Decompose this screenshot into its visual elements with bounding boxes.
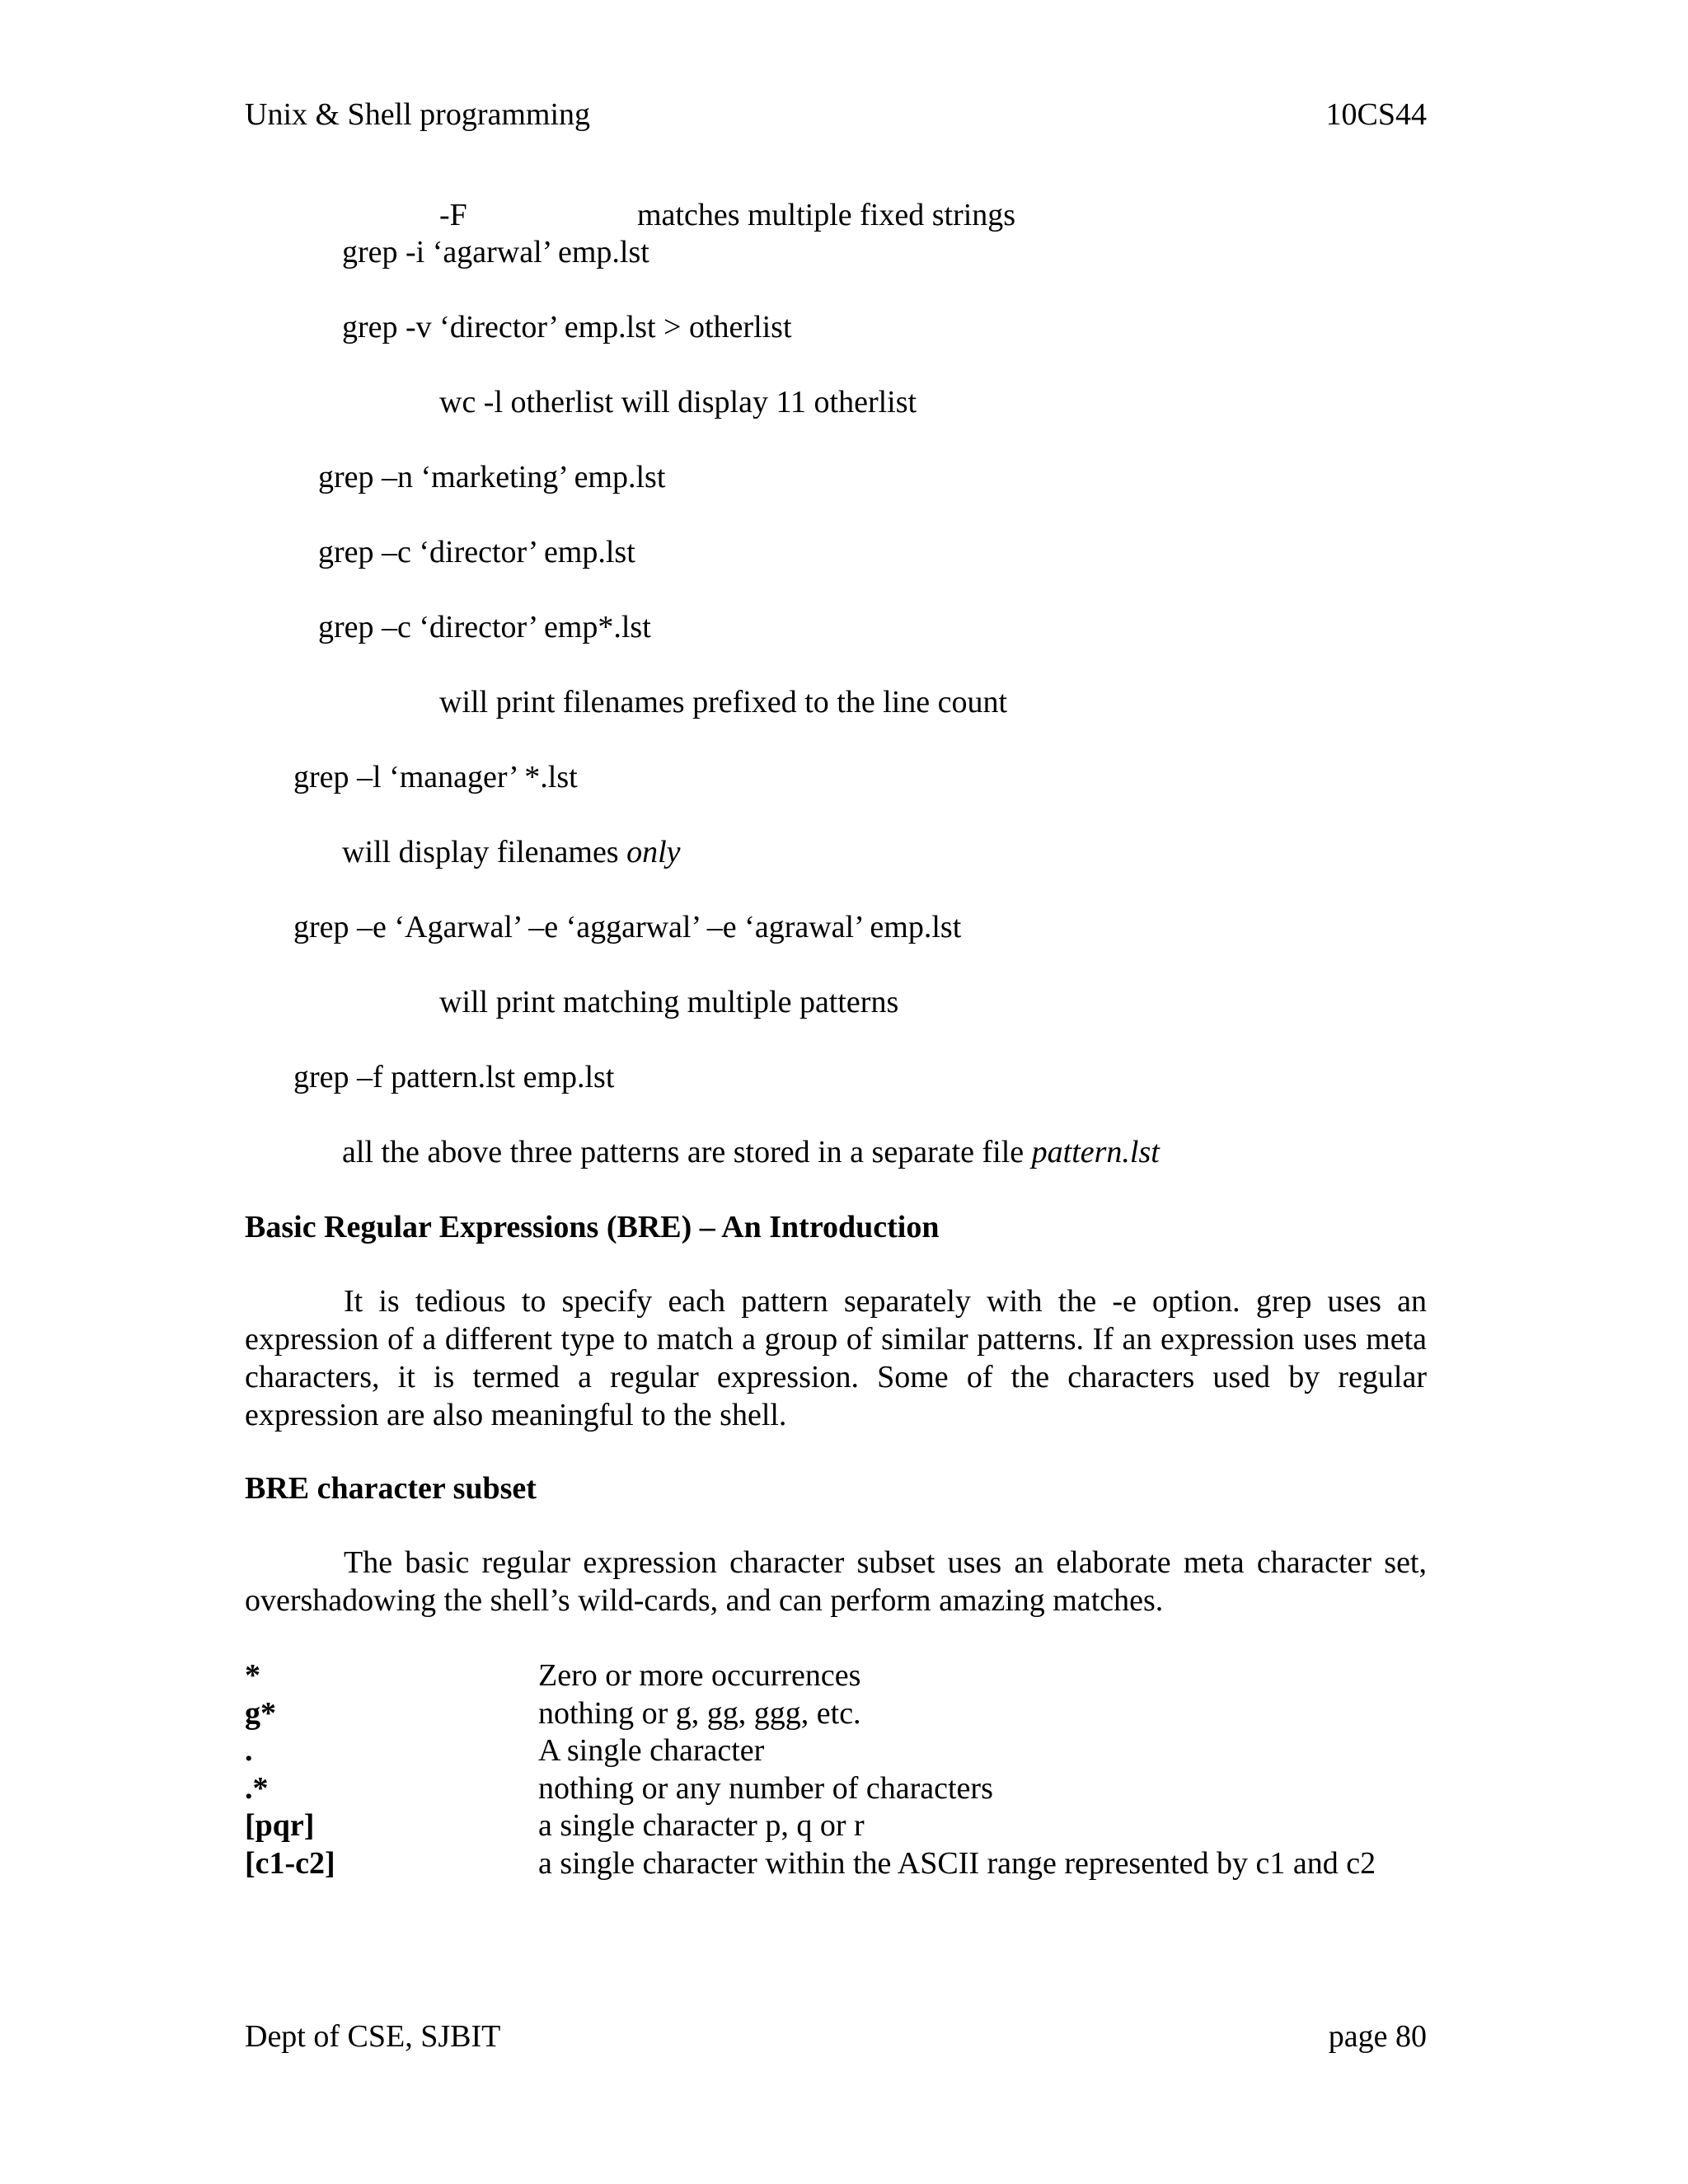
header-course-title: Unix & Shell programming <box>245 97 591 132</box>
note-filenames-text: will display filenames <box>342 835 627 869</box>
paragraph-bre-intro-text: It is tedious to specify each pattern separately with the -e option. grep uses an expression of a different type to match a group of similar patterns. If an expression uses meta characters, it is termed a regular expression. Some of the characters used by regular expression are also meaningful to the shell. <box>245 1284 1427 1432</box>
example-grep-e: grep –e ‘Agarwal’ –e ‘aggarwal’ –e ‘agrawal’ emp.lst <box>293 910 962 944</box>
paragraph-bre-subset-text: The basic regular expression character subset uses an elaborate meta character set, overshadowing the shell’s wild-cards, and can perform amazing matches. <box>245 1545 1427 1618</box>
table-meaning: a single character p, q or r <box>538 1808 865 1843</box>
example-grep-v: grep -v ‘director’ emp.lst > otherlist <box>342 310 792 344</box>
table-meaning: A single character <box>538 1733 765 1768</box>
paragraph-bre-intro <box>245 1282 1427 1434</box>
footer-department: Dept of CSE, SJBIT <box>245 2019 501 2054</box>
table-meaning: a single character within the ASCII range represented by c1 and c2 <box>538 1846 1376 1881</box>
paragraph-bre-subset <box>245 1544 1427 1619</box>
note-pattern-file <box>342 1133 1160 1171</box>
note-only-emphasis: only <box>626 835 681 869</box>
table-meaning: Zero or more occurrences <box>538 1658 861 1693</box>
example-grep-f: grep –f pattern.lst emp.lst <box>293 1060 615 1094</box>
example-grep-c-wildcard: grep –c ‘director’ emp*.lst <box>318 610 651 644</box>
table-symbol: .* <box>245 1771 269 1806</box>
option-f-description: matches multiple fixed strings <box>637 198 1016 232</box>
note-filenames-only <box>342 833 681 871</box>
table-symbol: [pqr] <box>245 1808 315 1843</box>
section-heading-bre-subset: BRE character subset <box>245 1471 537 1506</box>
example-wc-l: wc -l otherlist will display 11 otherlist <box>439 385 917 419</box>
example-grep-c: grep –c ‘director’ emp.lst <box>318 535 635 569</box>
table-symbol: [c1-c2] <box>245 1846 335 1881</box>
table-symbol: g* <box>245 1696 276 1731</box>
note-multiple-patterns: will print matching multiple patterns <box>439 985 899 1019</box>
header-course-code: 10CS44 <box>1325 97 1427 132</box>
table-meaning: nothing or g, gg, ggg, etc. <box>538 1696 861 1731</box>
example-grep-l: grep –l ‘manager’ *.lst <box>293 760 578 794</box>
table-meaning: nothing or any number of characters <box>538 1771 993 1806</box>
note-pattern-file-name: pattern.lst <box>1031 1135 1160 1169</box>
example-grep-i: grep -i ‘agarwal’ emp.lst <box>342 235 649 269</box>
example-grep-n: grep –n ‘marketing’ emp.lst <box>318 460 666 494</box>
footer-page-number: page 80 <box>1328 2019 1427 2054</box>
option-f-flag: -F <box>439 198 467 232</box>
note-pattern-file-text: all the above three patterns are stored in a separate file <box>342 1135 1032 1169</box>
table-symbol: * <box>245 1658 260 1693</box>
note-line-count: will print filenames prefixed to the line count <box>439 685 1008 719</box>
section-heading-bre-intro: Basic Regular Expressions (BRE) – An Introduction <box>245 1210 940 1244</box>
table-symbol: . <box>245 1733 253 1768</box>
